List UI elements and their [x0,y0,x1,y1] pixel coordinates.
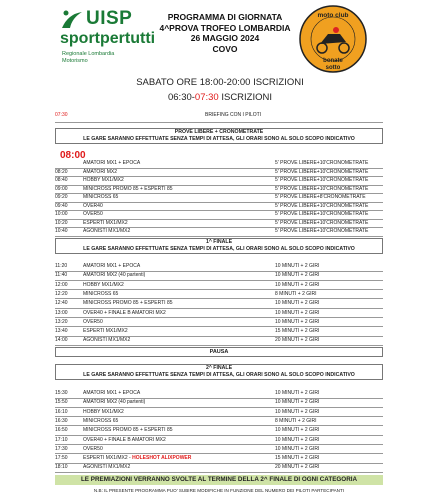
row-format: 5' PROVE LIBERE+10'CRONOMETRATE [275,160,369,166]
row-category: OVER40 + FINALE B AMATORI MX2 [83,309,166,316]
row-category: AGONISTI MX1/MX2 [83,464,131,471]
row-format: 10 MINUTI + 2 GIRI [275,436,320,443]
sportpertutti-wordmark: sportpertutti [60,30,156,47]
pause-banner: PAUSA [55,347,383,357]
row-time: 12:20 [55,290,68,297]
row-category: OVER40 [83,202,103,209]
row-time: 09:00 [55,185,68,192]
row-format: 8 MINUTI + 2 GIRI [275,417,317,424]
row-format: 10 MINUTI + 2 GIRI [275,272,320,279]
schedule-row [55,227,383,235]
row-time: 08:20 [55,168,68,175]
row-time: 10:00 [55,211,68,217]
footnote: N.B: IL PRESENTE PROGRAMMA PUO' SUBIRE MODIFICHE IN FUNZIONE DEL NUMERO DEI PILOTI PARTECIPANTI [93,488,345,493]
row-format: 15 MINUTI + 2 GIRI [275,455,320,462]
saturday-registration: SABATO ORE 18:00-20:00 ISCRIZIONI [136,77,304,88]
schedule-row [55,398,383,406]
row-category: AMATORI MX1 + EPOCA [83,390,141,396]
registration-time-end: 07:30 [194,92,219,103]
row-time: 12:40 [55,300,68,307]
sector-label: Motorismo [62,58,88,64]
row-format: 10 MINUTI + 2 GIRI [275,445,320,452]
registration-label: ISCRIZIONI [218,92,273,103]
row-format: 10 MINUTI + 2 GIRI [275,318,320,325]
section-finale1-banner [55,238,383,254]
schedule-row [55,271,383,279]
row-time: 09:40 [55,202,68,209]
schedule-row [55,210,383,218]
row-category: MINICROSS PROMO 85 + ESPERTI 85 [83,185,173,192]
row-format: 5' PROVE LIBERE+10'CRONOMETRATE [275,177,369,183]
row-format: 5' PROVE LIBERE+8'CRONOMETRATE [275,194,366,200]
section-title: 2^ FINALE [205,365,233,371]
row-format: 10 MINUTI + 2 GIRI [275,309,320,316]
schedule-row [55,159,383,167]
schedule-row [55,445,383,453]
row-format: 5' PROVE LIBERE+10'CRONOMETRATE [275,211,369,217]
row-time: 17:50 [55,455,68,462]
row-time: 18:10 [55,464,68,471]
row-category: AMATORI MX1 + EPOCA [83,160,141,166]
section-prove-banner [55,128,383,144]
row-time: 16:10 [55,408,68,415]
row-format: 15 MINUTI + 2 GIRI [275,328,320,335]
schedule-row [55,309,383,317]
briefing-time: 07:30 [55,112,68,118]
row-category: OVER50 [83,211,103,217]
row-format: 10 MINUTI + 2 GIRI [275,427,320,434]
schedule-row [55,417,383,425]
row-time: 11:20 [55,263,68,269]
section-note: LE GARE SARANNO EFFETTUATE SENZA TEMPI DI ATTESA, GLI ORARI SONO AL SOLO SCOPO INDICATIVO [83,246,355,252]
row-category: AMATORI MX2 (40 partenti) [83,272,146,279]
schedule-row [55,176,383,184]
schedule-row [55,336,383,344]
sunday-registration [0,92,440,103]
row-format: 10 MINUTI + 2 GIRI [275,390,320,396]
row-category: AMATORI MX1 + EPOCA [83,263,141,269]
start-time: 08:00 [60,150,86,161]
row-time: 14:00 [55,337,68,344]
moto-club-logo [298,4,368,74]
row-category: HOBBY MX1/MX2 [83,177,124,183]
row-category: HOBBY MX1/MX2 [83,408,124,415]
row-category: AGONISTI MX1/MX2 [83,228,131,234]
section-title: PROVE LIBERE + CRONOMETRATE [174,129,264,135]
row-format: 5' PROVE LIBERE+10'CRONOMETRATE [275,219,369,226]
row-category: AMATORI MX2 (40 partenti) [83,399,146,406]
schedule-row [55,318,383,326]
row-format: 5' PROVE LIBERE+10'CRONOMETRATE [275,202,369,209]
row-time: 10:40 [55,228,68,234]
row-divider [55,472,383,473]
row-time: 16:30 [55,417,68,424]
row-divider [55,345,383,346]
schedule-row [55,389,383,397]
club-bottom-text-1: bonate [323,58,343,64]
row-format: 10 MINUTI + 2 GIRI [275,300,320,307]
row-format: 20 MINUTI + 2 GIRI [275,337,320,344]
row-category: ESPERTI MX1/MX2 [83,328,128,335]
row-category: OVER50 [83,318,103,325]
registration-time-start: 06:30- [167,92,195,103]
row-format: 10 MINUTI + 2 GIRI [275,263,320,269]
row-format: 10 MINUTI + 2 GIRI [275,408,320,415]
section-note: LE GARE SARANNO EFFETTUATE SENZA TEMPI DI ATTESA, GLI ORARI SONO AL SOLO SCOPO INDICATIVO [83,136,355,142]
row-category: ESPERTI MX1/MX2 - HOLESHOT ALIXPOWER [83,455,192,462]
row-category: ESPERTI MX1/MX2 [83,219,128,226]
row-category: HOBBY MX1/MX2 [83,281,124,288]
row-time: 10:20 [55,219,68,226]
row-time: 08:40 [55,177,68,183]
schedule-row [55,426,383,434]
schedule-row [55,168,383,176]
region-label: Regionale Lombardia [62,51,115,57]
schedule-row [55,327,383,335]
schedule-row [55,290,383,298]
row-time: 13:40 [55,328,68,335]
page-title [140,12,310,54]
title-line: 4^PROVA TROFEO LOMBARDIA [159,22,291,33]
row-category: MINICROSS PROMO 85 + ESPERTI 85 [83,300,173,307]
schedule-row [55,436,383,444]
divider [55,122,383,123]
title-line: PROGRAMMA DI GIORNATA [167,12,283,22]
row-format: 5' PROVE LIBERE+10'CRONOMETRATE [275,168,369,175]
row-category: MINICROSS PROMO 85 + ESPERTI 85 [83,427,173,434]
row-format: 8 MINUTI + 2 GIRI [275,290,317,297]
row-time: 09:20 [55,194,68,200]
uisp-figure-icon [60,8,84,30]
row-format: 10 MINUTI + 2 GIRI [275,399,320,406]
row-divider [55,236,383,237]
uisp-wordmark: UISP [86,8,133,29]
row-time: 17:30 [55,445,68,452]
row-time: 15:30 [55,390,68,396]
row-format: 5' PROVE LIBERE+10'CRONOMETRATE [275,228,369,234]
title-line: 26 MAGGIO 2024 [190,33,260,43]
section-note: LE GARE SARANNO EFFETTUATE SENZA TEMPI DI ATTESA, GLI ORARI SONO AL SOLO SCOPO INDICATIVO [83,372,355,378]
row-time: 13:00 [55,309,68,316]
row-category: MINICROSS 65 [83,417,119,424]
schedule-row [55,408,383,416]
awards-banner: LE PREMIAZIONI VERRANNO SVOLTE AL TERMINE DELLA 2^ FINALE DI OGNI CATEGORIA [55,475,383,485]
row-category: MINICROSS 65 [83,194,119,200]
schedule-row [55,185,383,193]
row-time: 13:20 [55,318,68,325]
row-format: 20 MINUTI + 2 GIRI [275,464,320,471]
club-bottom-text-2: sotto [325,65,341,71]
schedule-row [55,219,383,227]
row-category: OVER50 [83,445,103,452]
schedule-row [55,463,383,471]
row-time: 17:10 [55,436,68,443]
row-format: 10 MINUTI + 2 GIRI [275,281,320,288]
schedule-row [55,193,383,201]
row-format: 5' PROVE LIBERE+10'CRONOMETRATE [275,185,369,192]
row-time: 15:50 [55,399,68,406]
briefing-text: BRIEFING CON I PILOTI [205,112,262,118]
club-top-text: moto club [317,12,349,19]
schedule-row [55,202,383,210]
schedule-row [55,262,383,270]
row-time: 11:40 [55,272,68,279]
row-category: OVER40 + FINALE B AMATORI MX2 [83,436,166,443]
schedule-row [55,281,383,289]
row-time: 12:00 [55,281,68,288]
schedule-row [55,299,383,307]
title-line: COVO [212,43,238,54]
section-finale2-banner [55,364,383,380]
section-title: 1^ FINALE [205,239,233,245]
row-category: AGONISTI MX1/MX2 [83,337,131,344]
briefing-row [55,111,383,119]
row-category: AMATORI MX2 [83,168,117,175]
schedule-row [55,454,383,462]
row-category: MINICROSS 65 [83,290,119,297]
row-time: 16:50 [55,427,68,434]
holeshot-highlight: HOLESHOT ALIXPOWER [132,455,192,462]
